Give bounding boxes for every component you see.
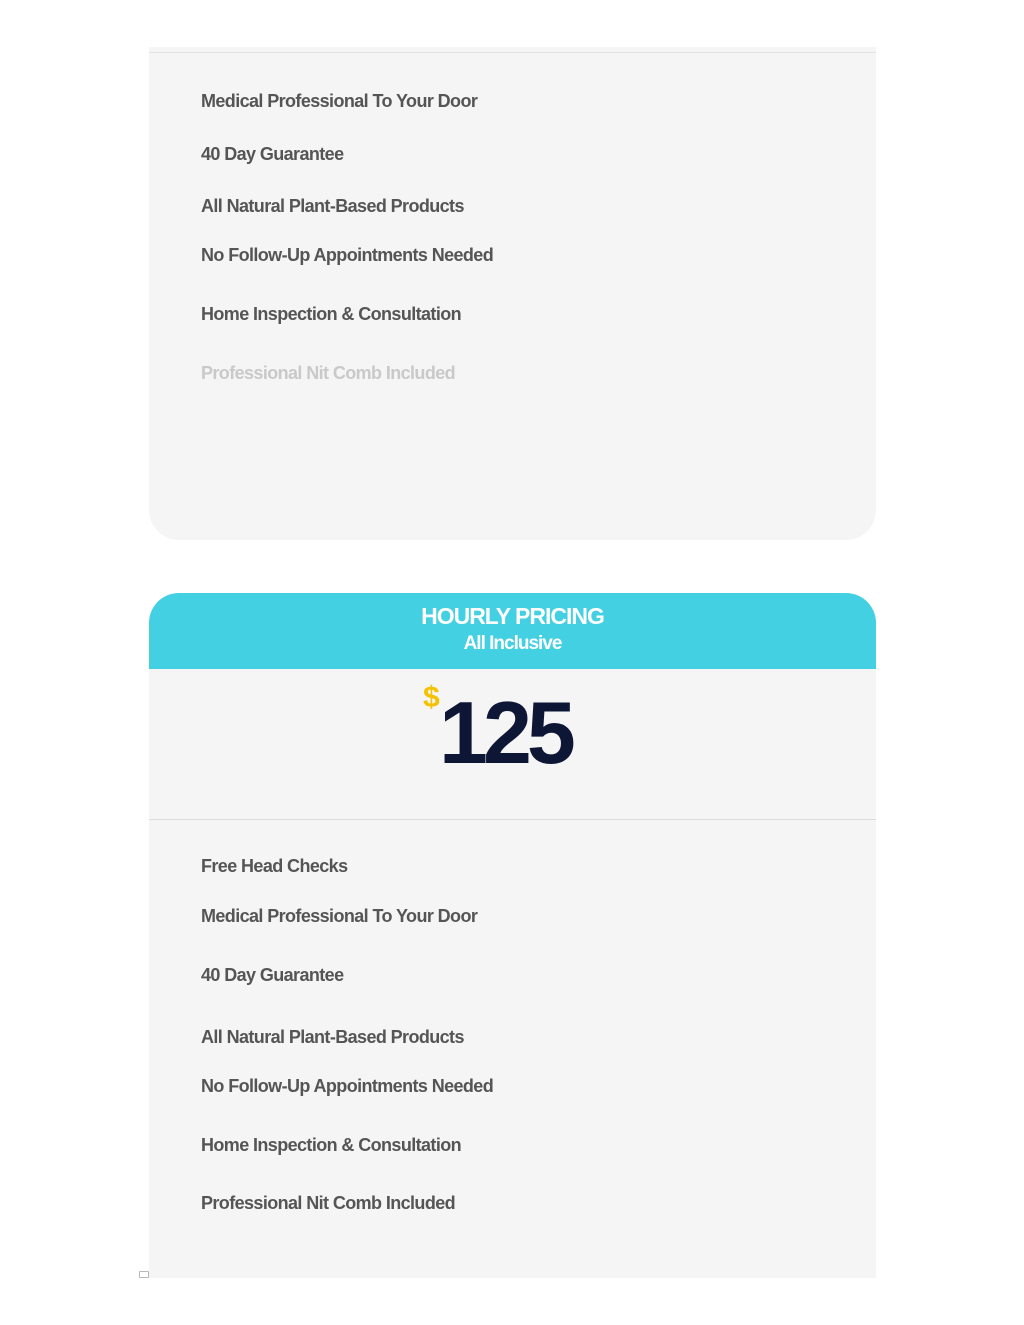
price-display [149,669,876,819]
price-divider [149,819,876,820]
pricing-card-previous [149,47,876,540]
page-corner-marker [139,1271,149,1278]
currency-symbol: $ [423,681,440,714]
feature-natural-products: All Natural Plant-Based Products [201,196,464,216]
pricing-card-hourly [149,593,876,1278]
price-amount: 125 [439,683,571,782]
feature-home-inspection: Home Inspection & Consultation [201,304,462,324]
plan-subtitle: All Inclusive [463,633,562,654]
feature-free-head-checks: Free Head Checks [201,856,348,876]
feature-no-follow-up: No Follow-Up Appointments Needed [201,1076,494,1096]
feature-medical-professional: Medical Professional To Your Door [201,91,478,111]
feature-nit-comb-disabled: Professional Nit Comb Included [201,363,456,383]
plan-title: HOURLY PRICING [421,603,604,629]
feature-medical-professional: Medical Professional To Your Door [201,906,478,926]
pricing-card-header [149,593,876,669]
feature-nit-comb: Professional Nit Comb Included [201,1193,456,1213]
feature-home-inspection: Home Inspection & Consultation [201,1135,462,1155]
feature-guarantee: 40 Day Guarantee [201,144,344,164]
feature-guarantee: 40 Day Guarantee [201,965,344,985]
feature-no-follow-up: No Follow-Up Appointments Needed [201,245,494,265]
feature-natural-products: All Natural Plant-Based Products [201,1027,464,1047]
card-top-divider [149,52,876,53]
